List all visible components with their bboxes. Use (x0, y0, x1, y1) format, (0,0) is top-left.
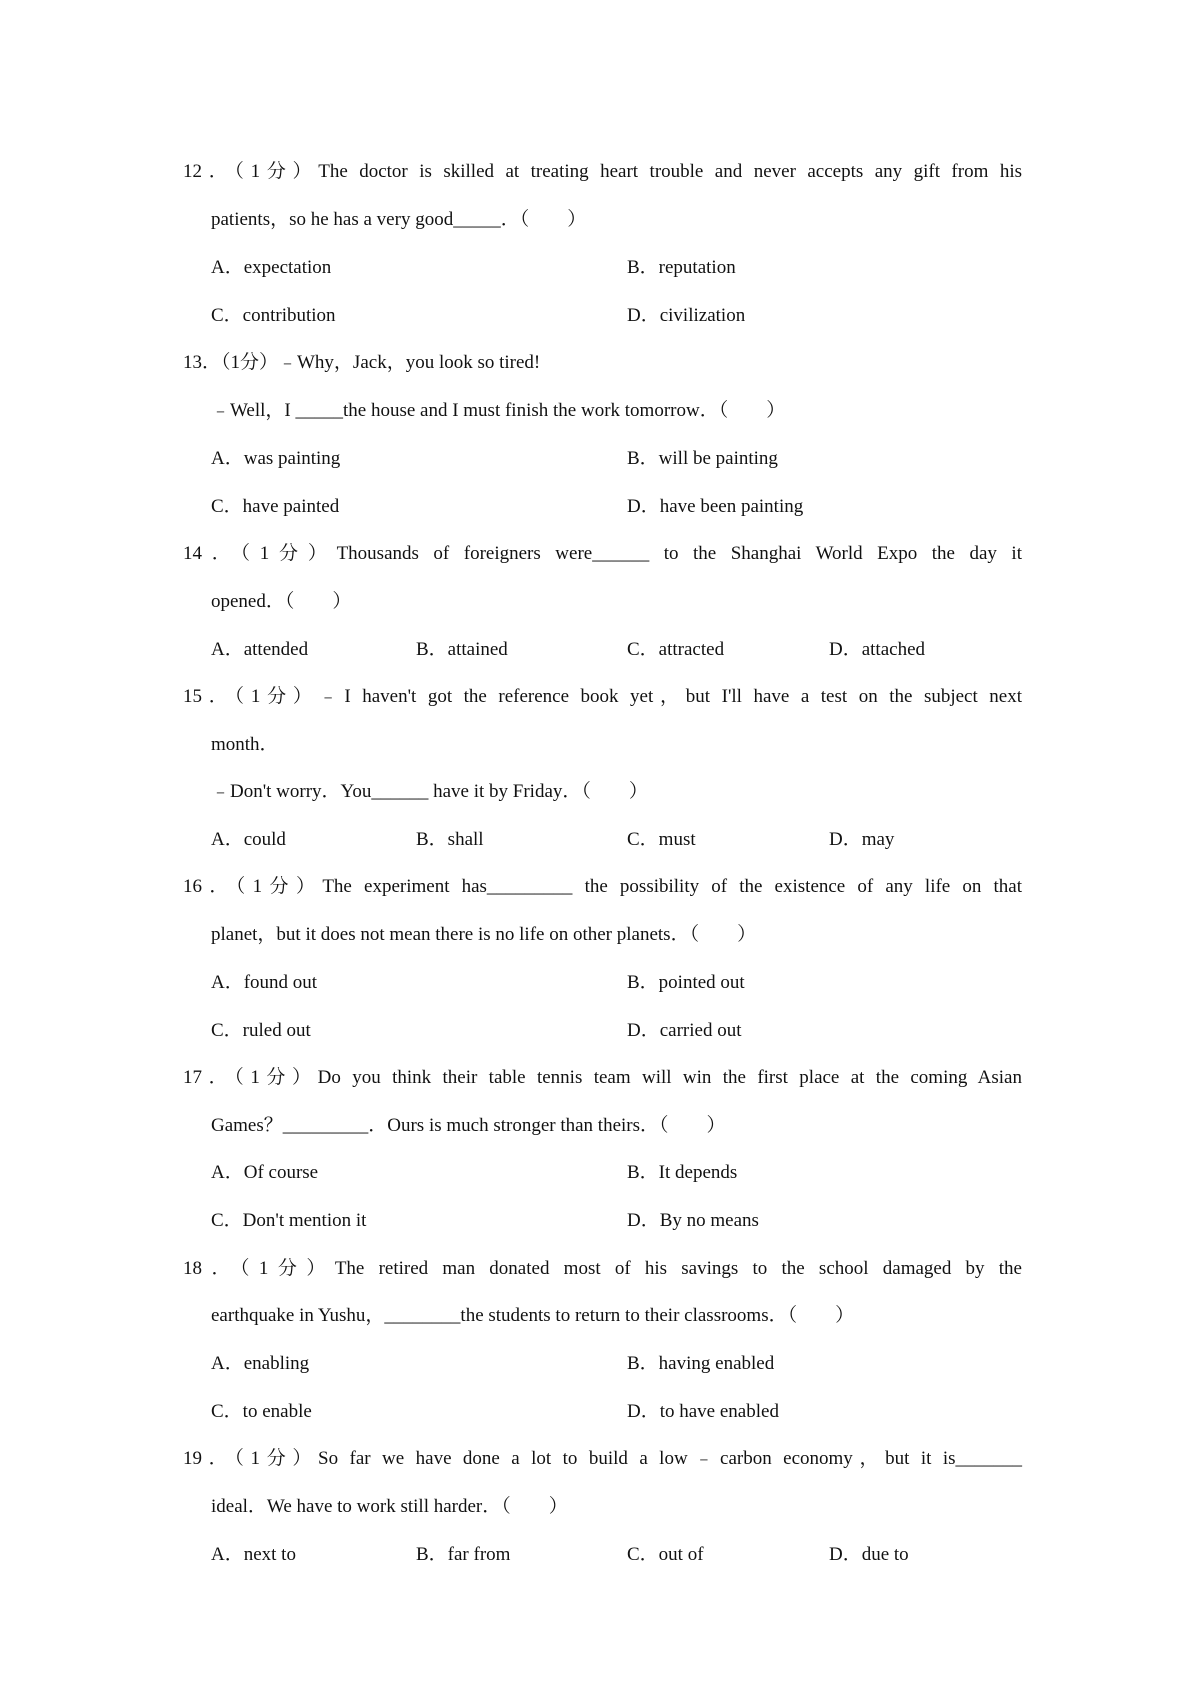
question-18-stem-cont: earthquake in Yushu，________the students to return to their classrooms．（ ） (211, 1305, 855, 1326)
question-14-option-a[interactable]: A．attended (211, 639, 309, 660)
question-19-stem-cont: ideal．We have to work still harder．（ ） (211, 1496, 568, 1517)
question-15-option-c[interactable]: C．must (627, 829, 696, 850)
question-13-option-b[interactable]: B．will be painting (627, 448, 778, 469)
question-15-stem: 15．（1分）﹣I haven't got the reference book yet，but I'll have a test on the subject next (183, 686, 1022, 707)
question-14-stem-cont: opened．（ ） (211, 591, 352, 612)
question-19-stem: 19．（1分）So far we have done a lot to build a low﹣carbon economy，but it is_______ (183, 1448, 1022, 1469)
question-12-option-d[interactable]: D．civilization (627, 305, 746, 326)
question-13-stem: 13．（1分）﹣Why，Jack，you look so tired! (183, 352, 541, 373)
question-14-stem: 14．（1分）Thousands of foreigners were______ to the Shanghai World Expo the day it (183, 543, 1022, 564)
question-12-option-a[interactable]: A．expectation (211, 257, 332, 278)
question-18-stem: 18．（1分）The retired man donated most of his savings to the school damaged by the (183, 1258, 1022, 1279)
question-17-option-a[interactable]: A．Of course (211, 1162, 319, 1183)
question-16-stem: 16．（1分）The experiment has_________ the possibility of the existence of any life on that (183, 876, 1022, 897)
question-16-stem-cont: planet，but it does not mean there is no life on other planets．（ ） (211, 924, 757, 945)
question-18-option-c[interactable]: C．to enable (211, 1401, 312, 1422)
question-19-option-b[interactable]: B．far from (416, 1544, 511, 1565)
question-19-option-d[interactable]: D．due to (829, 1544, 909, 1565)
question-17-option-b[interactable]: B．It depends (627, 1162, 738, 1183)
question-16-option-d[interactable]: D．carried out (627, 1020, 742, 1041)
question-19-option-a[interactable]: A．next to (211, 1544, 296, 1565)
question-18-option-a[interactable]: A．enabling (211, 1353, 310, 1374)
question-14-option-d[interactable]: D．attached (829, 639, 926, 660)
question-13-option-d[interactable]: D．have been painting (627, 496, 804, 517)
question-15-stem-reply: ﹣Don't worry．You______ have it by Friday．（ ） (211, 781, 648, 802)
question-16-option-b[interactable]: B．pointed out (627, 972, 745, 993)
question-12-stem: 12．（1分）The doctor is skilled at treating heart trouble and never accepts any gift from his (183, 161, 1022, 182)
question-17-stem-cont: Games？_________．Ours is much stronger than theirs．（ ） (211, 1115, 726, 1136)
question-13-option-a[interactable]: A．was painting (211, 448, 341, 469)
question-16-option-a[interactable]: A．found out (211, 972, 318, 993)
question-17-stem: 17．（1分）Do you think their table tennis team will win the first place at the coming Asian (183, 1067, 1022, 1088)
question-17-option-c[interactable]: C．Don't mention it (211, 1210, 367, 1231)
question-14-option-b[interactable]: B．attained (416, 639, 508, 660)
question-15-stem-cont: month． (211, 734, 279, 755)
question-15-option-d[interactable]: D．may (829, 829, 895, 850)
question-18-option-d[interactable]: D．to have enabled (627, 1401, 779, 1422)
question-15-option-a[interactable]: A．could (211, 829, 286, 850)
question-17-option-d[interactable]: D．By no means (627, 1210, 759, 1231)
question-15-option-b[interactable]: B．shall (416, 829, 484, 850)
question-13-stem-cont: ﹣Well，I _____the house and I must finish the work tomorrow．（ ） (211, 400, 786, 421)
question-13-option-c[interactable]: C．have painted (211, 496, 340, 517)
question-12-option-c[interactable]: C．contribution (211, 305, 336, 326)
question-16-option-c[interactable]: C．ruled out (211, 1020, 311, 1041)
question-14-option-c[interactable]: C．attracted (627, 639, 725, 660)
question-18-option-b[interactable]: B．having enabled (627, 1353, 775, 1374)
question-12-stem-cont: patients，so he has a very good_____．（ ） (211, 209, 587, 230)
question-19-option-c[interactable]: C．out of (627, 1544, 704, 1565)
question-12-option-b[interactable]: B．reputation (627, 257, 736, 278)
